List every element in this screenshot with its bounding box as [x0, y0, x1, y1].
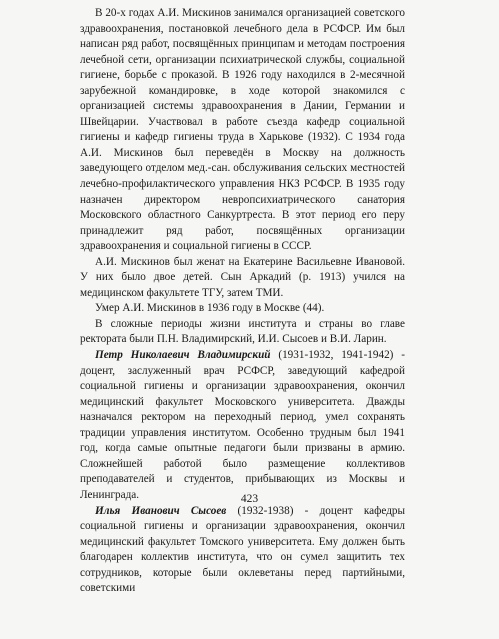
person-name-vladimirsky: Петр Николаевич Владимирский: [95, 349, 271, 362]
paragraph-sysoev: [80, 504, 405, 597]
paragraph-sysoev-text: (1932-1938) - доцент кафедры социальной гигиены и организации здравоохранения, окончил медицинский факультет Томского университета. Ему должен быть благодарен коллектив института, что он сумел защитить тех сотрудников, которые были оклеветаны перед партийными, советскими: [80, 504, 405, 595]
paragraph-miskinov-death: Умер А.И. Мискинов в 1936 году в Москве (44).: [95, 302, 325, 315]
paragraph-miskinov-family: А.И. Мискинов был женат на Екатерине Васильевне Ивановой. У них было двое детей. Сын Аркадий (р. 1913) учился на медицинском факультете ТГУ, затем ТМИ.: [80, 255, 405, 299]
paragraph-vladimirsky: [80, 348, 405, 503]
paragraph-vladimirsky-text: (1931-1932, 1941-1942) - доцент, заслуженный врач РСФСР, заведующий кафедрой социальной гигиены и организации здравоохранения, окончил медицинский факультет Московского университета. Дважды назначался ректором на переходный период, умел сохранять традиции управления институтом. Особенно трудным был 1941 год, когда самые опытные педагоги были призваны в армию. Сложнейшей работой было размещение коллективов преподавателей и студентов, прибывающих из Москвы и Ленинграда.: [80, 349, 405, 501]
paragraph-rectorate-intro: В сложные периоды жизни института и страны во главе ректората были П.Н. Владимирский, И.И. Сысоев и В.И. Ларин.: [80, 317, 405, 346]
paragraph-miskinov-career: В 20-х годах А.И. Мискинов занимался организацией советского здравоохранения, постановкой лечебного дела в РСФСР. Им был написан ряд работ, посвящённых принципам и методам построения лечебной сети, организации психиатрической службы, социальной гигиене, борьбе с проказой. В 1926 году находился в 2-месячной зарубежной командировке, в ходе которой знакомился с организацией системы здравоохранения в Дании, Германии и Швейцарии. Участвовал в работе съезда кафедр социальной гигиены и кафедр гигиены труда в Харькове (1932). С 1934 года А.И. Мискинов был переведён в Москву на должность заведующего отделом мед.-сан. обслуживания сельских местностей лечебно-профилактического управления НКЗ РСФСР. В 1935 году назначен директором невропсихиатрического санатория Московского областного Санкуртреста. В этот период его перу принадлежит ряд работ, посвящённых организации здравоохранения и социальной гигиены в СССР.: [80, 7, 405, 253]
page-number: 423: [240, 493, 259, 505]
body-text: [80, 6, 405, 597]
person-name-sysoev: Илья Иванович Сысоев: [95, 504, 227, 517]
